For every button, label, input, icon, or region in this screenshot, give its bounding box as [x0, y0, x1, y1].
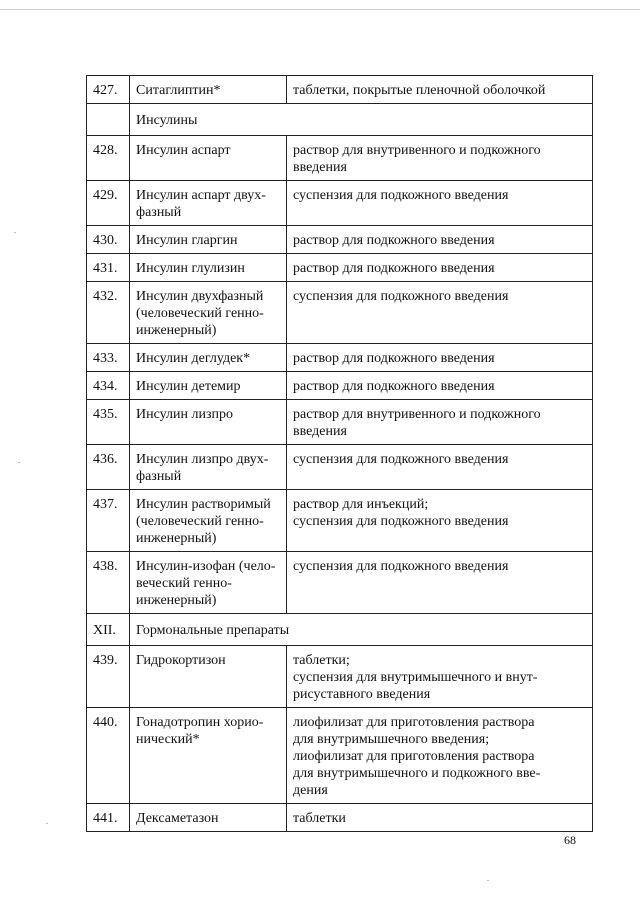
table-row	[87, 708, 593, 804]
drug-name-line: нический*	[136, 732, 200, 747]
drug-name-cell	[130, 254, 287, 282]
drug-list-table	[86, 75, 593, 832]
dosage-form-line: раствор для подкожного введения	[293, 233, 495, 248]
dosage-form-cell	[287, 254, 593, 282]
drug-name-line: веческий генно-	[136, 576, 232, 591]
table-row	[87, 372, 593, 400]
item-number: 432.	[87, 282, 130, 344]
table-body	[87, 76, 593, 832]
drug-name-line: Инсулин лизпро	[136, 407, 233, 422]
table-row	[87, 552, 593, 614]
dosage-form-line: суспензия для внутримышечного и внут-	[293, 670, 538, 685]
drug-name-cell	[130, 552, 287, 614]
table-row	[87, 804, 593, 832]
dosage-form-line: суспензия для подкожного введения	[293, 289, 509, 304]
section-number: XII.	[87, 614, 130, 646]
drug-name-line: Инсулин лизпро двух-	[136, 452, 269, 467]
table-row	[87, 181, 593, 226]
item-number: 438.	[87, 552, 130, 614]
dosage-form-line: для внутримышечного введения;	[293, 732, 490, 747]
dosage-form-cell	[287, 226, 593, 254]
dosage-form-line: введения	[293, 160, 347, 175]
table-row	[87, 445, 593, 490]
drug-name-cell	[130, 226, 287, 254]
dosage-form-cell	[287, 344, 593, 372]
drug-name-cell	[130, 282, 287, 344]
table-row	[87, 490, 593, 552]
drug-name-cell	[130, 181, 287, 226]
drug-name-line: Инсулин деглудек*	[136, 351, 251, 366]
drug-name-line: фазный	[136, 469, 182, 484]
dosage-form-line: дения	[293, 783, 328, 798]
dosage-form-line: суспензия для подкожного введения	[293, 452, 509, 467]
drug-name-line: Ситаглиптин*	[136, 83, 221, 98]
drug-name-line: инженерный)	[136, 323, 217, 338]
table-row	[87, 136, 593, 181]
dosage-form-cell	[287, 646, 593, 708]
item-number: 434.	[87, 372, 130, 400]
drug-name-line: инженерный)	[136, 593, 217, 608]
drug-name-line: Инсулин гларгин	[136, 233, 238, 248]
drug-name-line: Инсулин детемир	[136, 379, 241, 394]
item-number: 435.	[87, 400, 130, 445]
dosage-form-line: таблетки	[293, 811, 346, 826]
scan-top-edge	[0, 9, 640, 10]
scan-speck	[46, 823, 48, 824]
drug-name-cell	[130, 708, 287, 804]
section-number	[87, 104, 130, 136]
drug-name-cell	[130, 804, 287, 832]
section-title: Гормональные препараты	[130, 614, 593, 646]
table-row	[87, 646, 593, 708]
scan-speck	[487, 880, 489, 881]
drug-name-cell	[130, 445, 287, 490]
dosage-form-line: раствор для подкожного введения	[293, 351, 495, 366]
table-row	[87, 76, 593, 104]
dosage-form-line: суспензия для подкожного введения	[293, 188, 509, 203]
dosage-form-line: суспензия для подкожного введения	[293, 514, 509, 529]
drug-name-cell	[130, 136, 287, 181]
dosage-form-cell	[287, 76, 593, 104]
dosage-form-line: таблетки, покрытые пленочной оболочкой	[293, 83, 546, 98]
drug-name-line: Гидрокортизон	[136, 653, 226, 668]
dosage-form-line: раствор для внутривенного и подкожного	[293, 407, 541, 422]
table-row	[87, 254, 593, 282]
drug-name-line: (человеческий генно-	[136, 514, 264, 529]
item-number: 440.	[87, 708, 130, 804]
item-number: 430.	[87, 226, 130, 254]
section-title: Инсулины	[130, 104, 593, 136]
drug-name-line: Инсулин растворимый	[136, 497, 271, 512]
dosage-form-line: раствор для подкожного введения	[293, 261, 495, 276]
dosage-form-line: суспензия для подкожного введения	[293, 559, 509, 574]
item-number: 433.	[87, 344, 130, 372]
dosage-form-line: лиофилизат для приготовления раствора	[293, 749, 535, 764]
dosage-form-line: таблетки;	[293, 653, 350, 668]
drug-name-cell	[130, 490, 287, 552]
section-header-row	[87, 614, 593, 646]
drug-name-line: инженерный)	[136, 531, 217, 546]
item-number: 427.	[87, 76, 130, 104]
drug-name-line: Инсулин двухфазный	[136, 289, 264, 304]
drug-name-cell	[130, 344, 287, 372]
drug-name-line: (человеческий генно-	[136, 306, 264, 321]
page-number: 68	[564, 833, 576, 847]
table-row	[87, 282, 593, 344]
drug-name-line: фазный	[136, 205, 182, 220]
drug-name-line: Инсулин аспарт двух-	[136, 188, 266, 203]
dosage-form-line: рисуставного введения	[293, 687, 431, 702]
dosage-form-line: раствор для подкожного введения	[293, 379, 495, 394]
dosage-form-line: раствор для инъекций;	[293, 497, 429, 512]
dosage-form-cell	[287, 181, 593, 226]
dosage-form-line: для внутримышечного и подкожного вве-	[293, 766, 541, 781]
dosage-form-cell	[287, 445, 593, 490]
table-row	[87, 344, 593, 372]
item-number: 441.	[87, 804, 130, 832]
item-number: 431.	[87, 254, 130, 282]
dosage-form-cell	[287, 804, 593, 832]
dosage-form-cell	[287, 708, 593, 804]
drug-name-line: Дексаметазон	[136, 811, 219, 826]
scan-speck	[18, 462, 20, 463]
drug-name-cell	[130, 400, 287, 445]
dosage-form-cell	[287, 136, 593, 181]
table-row	[87, 226, 593, 254]
item-number: 428.	[87, 136, 130, 181]
drug-name-line: Инсулин-изофан (чело-	[136, 559, 276, 574]
dosage-form-cell	[287, 552, 593, 614]
dosage-form-cell	[287, 400, 593, 445]
dosage-form-line: раствор для внутривенного и подкожного	[293, 143, 541, 158]
dosage-form-cell	[287, 282, 593, 344]
item-number: 429.	[87, 181, 130, 226]
section-header-row	[87, 104, 593, 136]
drug-name-cell	[130, 76, 287, 104]
dosage-form-line: лиофилизат для приготовления раствора	[293, 715, 535, 730]
item-number: 437.	[87, 490, 130, 552]
item-number: 436.	[87, 445, 130, 490]
drug-name-line: Гонадотропин хорио-	[136, 715, 264, 730]
table-row	[87, 400, 593, 445]
dosage-form-cell	[287, 490, 593, 552]
item-number: 439.	[87, 646, 130, 708]
drug-name-line: Инсулин аспарт	[136, 143, 231, 158]
scan-speck	[14, 232, 16, 233]
drug-name-cell	[130, 372, 287, 400]
drug-name-line: Инсулин глулизин	[136, 261, 245, 276]
dosage-form-line: введения	[293, 424, 347, 439]
drug-name-cell	[130, 646, 287, 708]
dosage-form-cell	[287, 372, 593, 400]
